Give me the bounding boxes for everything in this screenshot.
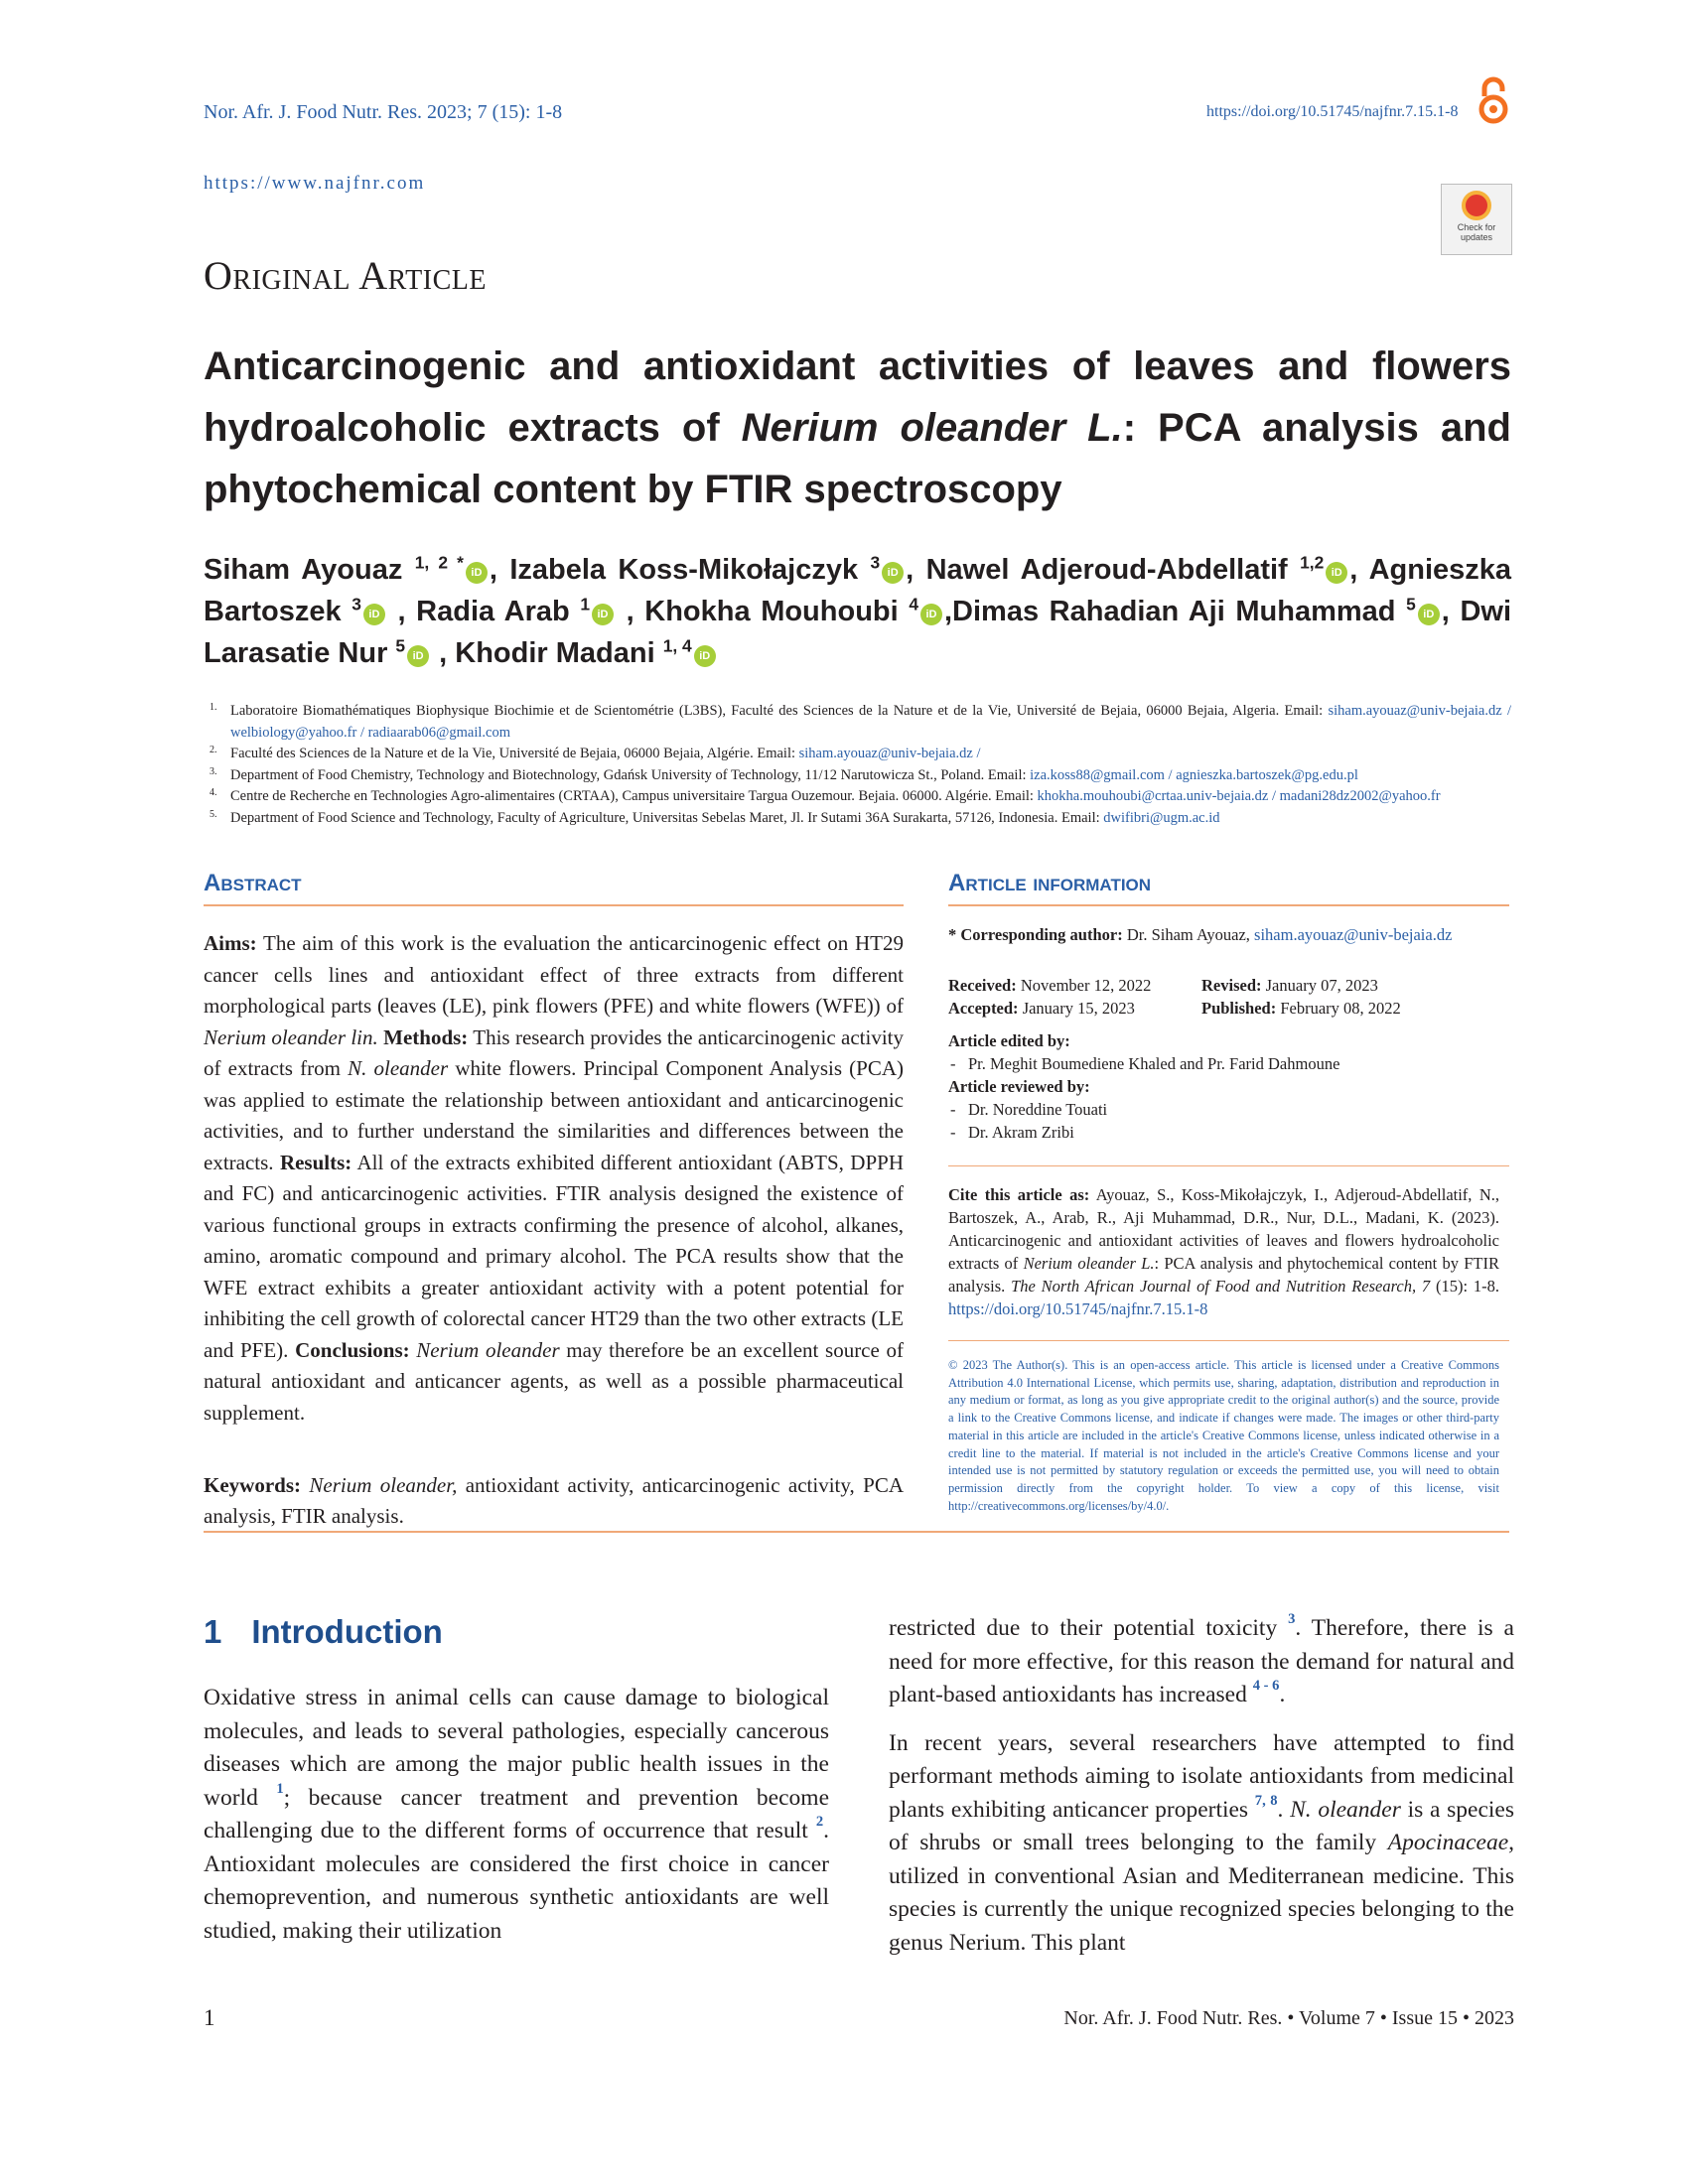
author-affiliation-marker: 3 [352, 594, 361, 614]
author-separator: , [1441, 596, 1461, 627]
article-type: Original Article [204, 253, 487, 298]
orcid-icon[interactable]: iD [694, 645, 716, 667]
author-affiliation-marker: 4 [909, 594, 918, 614]
divider [948, 904, 1509, 906]
reviewer-item: - Dr. Akram Zribi [950, 1123, 1074, 1142]
journal-website[interactable]: https://www.najfnr.com [204, 173, 426, 194]
affiliation-item [204, 744, 1511, 765]
keywords: Keywords: Nerium oleander, antioxidant activity, anticarcinogenic activity, PCA analysis, FTIR analysis. [204, 1473, 904, 1528]
citation-doi-link[interactable]: https://doi.org/10.51745/najfnr.7.15.1-8 [948, 1299, 1208, 1318]
body-column-left: Oxidative stress in animal cells can cause damage to biological molecules, and leads to several pathologies, especially cancerous diseases which are among the major public health issues in the world $^1$; because cancer treatment and prevention become challenging due to the different forms of occurrence that result $^2$. Antioxidant molecules are considered the first choice in cancer chemoprevention, and numerous synthetic antioxidants are well studied, making their utilization [204, 1685, 830, 1944]
affiliation-emails[interactable]: siham.ayouaz@univ-bejaia.dz / welbiology@yahoo.fr / radiaarab06@gmail.com [230, 703, 1512, 741]
affiliation-text: Department of Food Science and Technology, Faculty of Agriculture, Universitas Sebelas Maret, Jl. Ir Sutami 36A Surakarta, 57126, Indonesia. Email: [230, 809, 1104, 826]
corresponding-author: * Corresponding author: Dr. Siham Ayouaz, siham.ayouaz@univ-bejaia.dz [948, 925, 1453, 944]
corresponding-email-link[interactable]: siham.ayouaz@univ-bejaia.dz [1254, 925, 1453, 944]
check-for-updates-badge[interactable] [1441, 184, 1512, 255]
affiliation-text: Faculté des Sciences de la Nature et de la Vie, Université de Bejaia, 06000 Bejaia, Algérie. Email: [230, 746, 799, 761]
article-information-heading: Article information [948, 870, 1152, 896]
author-separator: , [906, 554, 926, 586]
article-dates: Received: November 12, 2022 Revised: January 07, 2023 Accepted: January 15, 2023 Published: February 08, 2022 [948, 976, 1401, 1018]
open-access-icon [1476, 76, 1511, 126]
author-separator: , [1349, 554, 1369, 586]
article-information [948, 923, 1504, 1144]
page-number: 1 [204, 2005, 215, 2030]
citation-ref[interactable]: 4 - 6 [1252, 1678, 1280, 1694]
reviewed-by-label: Article reviewed by: [948, 1077, 1090, 1096]
author-affiliation-marker: 3 [870, 552, 881, 573]
author-name: Nawel Adjeroud-Abdellatif [925, 554, 1288, 586]
affiliation-item [204, 808, 1511, 830]
author-affiliation-marker: 1,2 [1300, 552, 1325, 573]
affiliation-emails[interactable]: dwifibri@ugm.ac.id [1103, 809, 1220, 826]
affiliation-text: Department of Food Chemistry, Technology and Biotechnology, Gdańsk University of Technology, 11/12 Narutowicza St., Poland. Email: [230, 766, 1031, 783]
orcid-icon[interactable]: iD [1418, 604, 1440, 625]
author-affiliation-marker: 5 [1406, 594, 1416, 614]
divider [948, 1165, 1509, 1166]
affiliation-item [204, 701, 1511, 744]
author-affiliation-marker: 1, 2 * [414, 552, 464, 573]
author-separator: , [431, 637, 456, 669]
author-affiliation-marker: 1, 4 [662, 635, 692, 656]
author-list [204, 549, 1511, 674]
orcid-icon[interactable]: iD [1326, 562, 1347, 584]
orcid-icon[interactable]: iD [407, 645, 429, 667]
orcid-icon[interactable]: iD [466, 562, 488, 584]
check-for-updates-label: Check for updates [1457, 222, 1496, 242]
journal-reference: Nor. Afr. J. Food Nutr. Res. 2023; 7 (15): 1-8 [204, 101, 563, 123]
affiliation-emails[interactable]: siham.ayouaz@univ-bejaia.dz / [798, 746, 981, 761]
introduction-heading: 1 Introduction [204, 1613, 443, 1650]
author-name: Dwi Larasatie Nur [204, 596, 1512, 669]
affiliation-number: 1. [210, 702, 217, 713]
affiliation-number: 4. [210, 787, 217, 798]
author-name: Khokha Mouhoubi [644, 596, 899, 627]
orcid-icon[interactable]: iD [882, 562, 904, 584]
affiliation-text: Centre de Recherche en Technologies Agro-alimentaires (CRTAA), Campus universitaire Targua Ouzemour. Bejaia. 06000. Algérie. Email: [230, 788, 1038, 804]
reviewer-item: - Dr. Noreddine Touati [950, 1100, 1108, 1119]
divider [204, 904, 904, 906]
edited-by-label: Article edited by: [948, 1031, 1070, 1050]
author-affiliation-marker: 1 [580, 594, 590, 614]
author-separator: , [489, 554, 510, 586]
citation-ref[interactable]: 3 [1288, 1611, 1296, 1627]
author-name: Agnieszka Bartoszek [204, 554, 1512, 627]
affiliation-text: Laboratoire Biomathématiques Biophysique Biochimie et de Scientométrie (L3BS), Faculté des Sciences de la Nature et de la Vie, Université de Bejaia, 06000 Bejaia, Algeria. Email: [230, 703, 1329, 719]
author-name: Siham Ayouaz [204, 554, 403, 586]
affiliation-number: 3. [210, 765, 217, 777]
divider [204, 1531, 1509, 1533]
author-name: Izabela Koss-Mikołajczyk [509, 554, 859, 586]
affiliation-emails[interactable]: khokha.mouhoubi@crtaa.univ-bejaia.dz / madani28dz2002@yahoo.fr [1037, 788, 1441, 804]
article-title: Anticarcinogenic and antioxidant activities of leaves and flowers hydroalcoholic extracts of Nerium oleander L.: PCA analysis and phytochemical content by FTIR spectroscopy [204, 344, 1511, 511]
orcid-icon[interactable]: iD [920, 604, 942, 625]
affiliation-emails[interactable]: iza.koss88@gmail.com / agnieszka.bartoszek@pg.edu.pl [1030, 766, 1358, 783]
doi-link[interactable]: https://doi.org/10.51745/najfnr.7.15.1-8 [1206, 103, 1459, 120]
footer-journal-reference: Nor. Afr. J. Food Nutr. Res. • Volume 7 • Issue 15 • 2023 [1063, 2007, 1514, 2029]
citation-ref[interactable]: 2 [815, 1814, 824, 1830]
author-name: Radia Arab [416, 596, 570, 627]
affiliations [204, 701, 1511, 829]
author-separator: , [616, 596, 645, 627]
bookmark-icon [1462, 191, 1491, 220]
citation-ref[interactable]: 7, 8 [1254, 1792, 1278, 1809]
citation-ref[interactable]: 1 [276, 1780, 284, 1797]
abstract-heading: Abstract [204, 870, 302, 896]
author-name: Dimas Rahadian Aji Muhammad [952, 596, 1396, 627]
author-separator: , [386, 596, 417, 627]
affiliation-number: 2. [210, 745, 217, 755]
body-column-right: restricted due to their potential toxicity $^3$. Therefore, there is a need for more effective, for this reason the demand for natural and plant-based antioxidants has increased $^{4 - 6}$. In recent years, several researchers have attempted to find performant methods aiming to isolate antioxidants from medicinal plants exhibiting anticancer properties $^{7, 8}$. N. oleander is a species of shrubs or small trees belonging to the family Apocinaceae, utilized in conventional Asian and Mediterranean medicine. This species is currently the unique recognized species belonging to the genus Nerium. This plant [889, 1611, 1515, 1956]
editor-item: - Pr. Meghit Boumediene Khaled and Pr. Farid Dahmoune [950, 1054, 1340, 1073]
author-name: Khodir Madani [455, 637, 655, 669]
orcid-icon[interactable]: iD [363, 604, 385, 625]
abstract-text: Aims: The aim of this work is the evaluation the anticarcinogenic effect on HT29 cancer cells lines and antioxidant effect of three extracts from different morphological parts (leaves (LE), pink flowers (PFE) and white flowers (WFE)) of Nerium oleander lin. Methods: This research provides the anticarcinogenic activity of extracts from N. oleander white flowers. Principal Component Analysis (PCA) was applied to estimate the relationship between antioxidant and anticarcinogenic activities, and to further understand the similarities and differences between the extracts. Results: All of the extracts exhibited different antioxidant (ABTS, DPPH and FC) and anticarcinogenic activities. FTIR analysis designed the existence of various functional groups in extracts confirming the presence of alcohol, alkanes, amino, aromatic compound and primary alcohol. The PCA results show that the WFE extract exhibits a greater antioxidant activity with a potent potential for inhibiting the cell growth of colorectal cancer HT29 than the two other extracts (LE and PFE). Conclusions: Nerium oleander may therefore be an excellent source of natural antioxidant and anticancer agents, as well as a possible pharmaceutical supplement. [204, 931, 904, 1425]
affiliation-item [204, 786, 1511, 808]
author-separator: , [943, 596, 953, 627]
affiliation-item [204, 765, 1511, 787]
license-text: © 2023 The Author(s). This is an open-access article. This article is licensed under a Creative Commons Attribution 4.0 International License, which permits use, sharing, adaptation, distribution and reproduction in any medium or format, as long as you give appropriate credit to the original author(s) and the source, provide a link to the Creative Commons license, and indicate if changes were made. The images or other third-party material in this article are included in the article's Creative Commons license, unless indicated otherwise in a credit line to the material. If material is not included in the article's Creative Commons license and your intended use is not permitted by statutory regulation or exceeds the permitted use, you will need to obtain permission directly from the copyright holder. To view a copy of this license, visit http://creativecommons.org/licenses/by/4.0/. [948, 1358, 1499, 1513]
citation: Cite this article as: Ayouaz, S., Koss-Mikołajczyk, I., Adjeroud-Abdellatif, N., Bartoszek, A., Arab, R., Aji Muhammad, D.R., Nur, D.L., Madani, K. (2023). Anticarcinogenic and antioxidant activities of leaves and flowers hydroalcoholic extracts of Nerium oleander L.: PCA analysis and phytochemical content by FTIR analysis. The North African Journal of Food and Nutrition Research, 7 (15): 1-8. https://doi.org/10.51745/najfnr.7.15.1-8 [948, 1185, 1499, 1318]
author-affiliation-marker: 5 [395, 635, 406, 656]
divider [948, 1340, 1509, 1341]
affiliation-number: 5. [210, 808, 217, 820]
orcid-icon[interactable]: iD [592, 604, 614, 625]
